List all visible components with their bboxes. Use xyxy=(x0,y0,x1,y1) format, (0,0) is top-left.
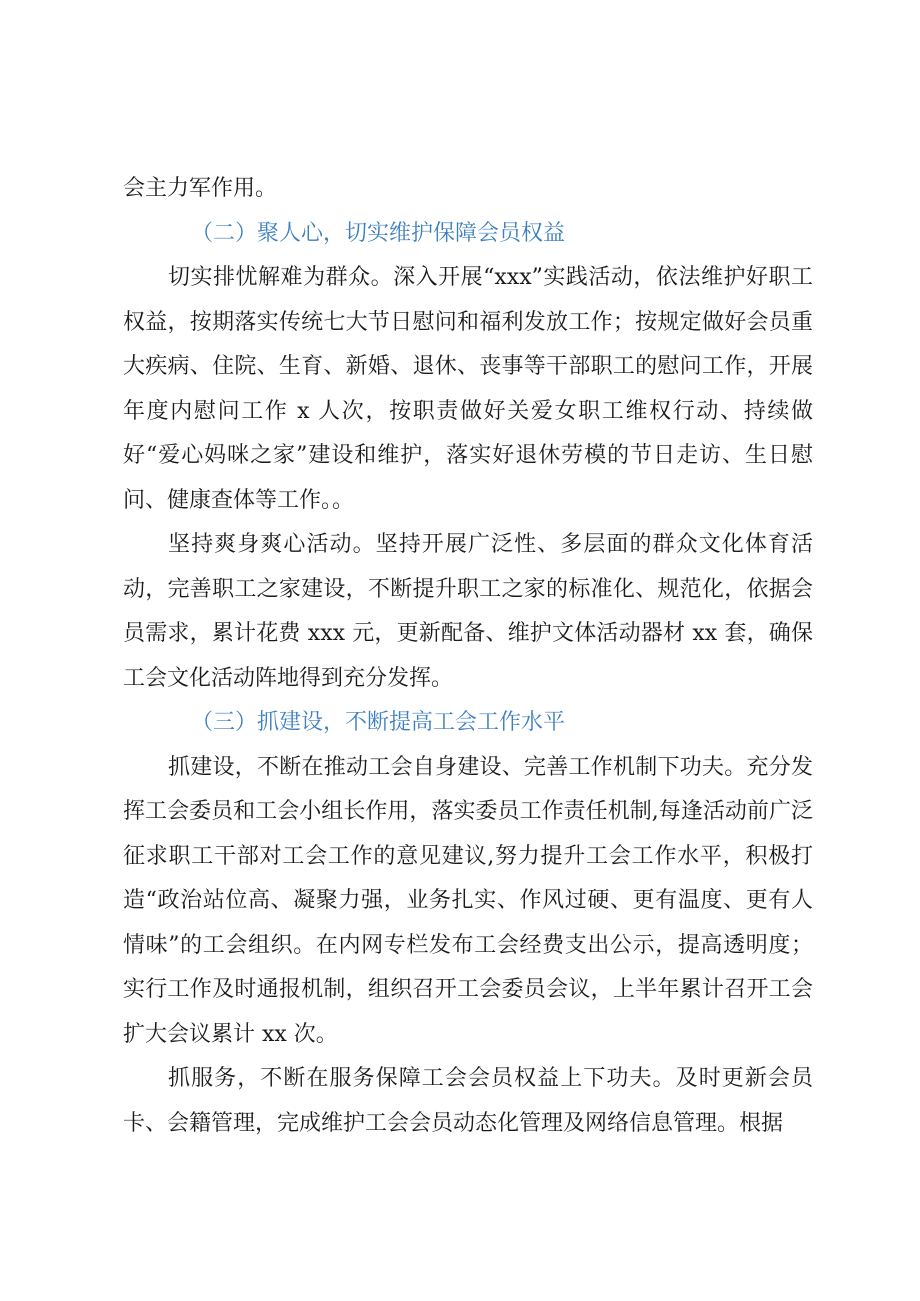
paragraph-union-building: 抓建设，不断在推动工会自身建设、完善工作机制下功夫。充分发挥工会委员和工会小组长作用，落实委员工作责任机制,每逢活动前广泛征求职工干部对工会工作的意见建议,努力提升工会工作水平，积极打造“政治站位高、凝聚力强，业务扎实、作风过硬、更有温度、更有人情味”的工会组织。在内网专栏发布工会经费支出公示，提高透明度；实行工作及时通报机制，组织召开工会委员会议，上半年累计召开工会扩大会议累计 xx 次。 xyxy=(123,754,813,1047)
paragraph-member-service: 抓服务，不断在服务保障工会会员权益上下功夫。及时更新会员卡、会籍管理，完成维护工会会员动态化管理及网络信息管理。根据 xyxy=(123,1066,813,1136)
paragraph-member-care: 切实排忧解难为群众。深入开展“xxx”实践活动，依法维护好职工权益，按期落实传统七大节日慰问和福利发放工作；按规定做好会员重大疾病、住院、生育、新婚、退休、丧事等干部职工的慰问工作，开展年度内慰问工作 x 人次，按职责做好关爱女职工维权行动、持续做好“爱心妈咪之家”建设和维护，落实好退休劳模的节日走访、生日慰问、健康查体等工作。。 xyxy=(123,265,813,513)
document-body xyxy=(123,167,813,1146)
section-heading-2: （二）聚人心，切实维护保障会员权益 xyxy=(191,220,566,246)
section-heading-3: （三）抓建设，不断提高工会工作水平 xyxy=(191,710,566,735)
paragraph-continuation: 会主力军作用。 xyxy=(123,176,278,201)
paragraph-culture-activities: 坚持爽身爽心活动。坚持开展广泛性、多层面的群众文化体育活动，完善职工之家建设，不断提升职工之家的标准化、规范化，依据会员需求，累计花费 xxx 元，更新配备、维护文体活动器材 xx 套，确保工会文化活动阵地得到充分发挥。 xyxy=(123,532,813,691)
